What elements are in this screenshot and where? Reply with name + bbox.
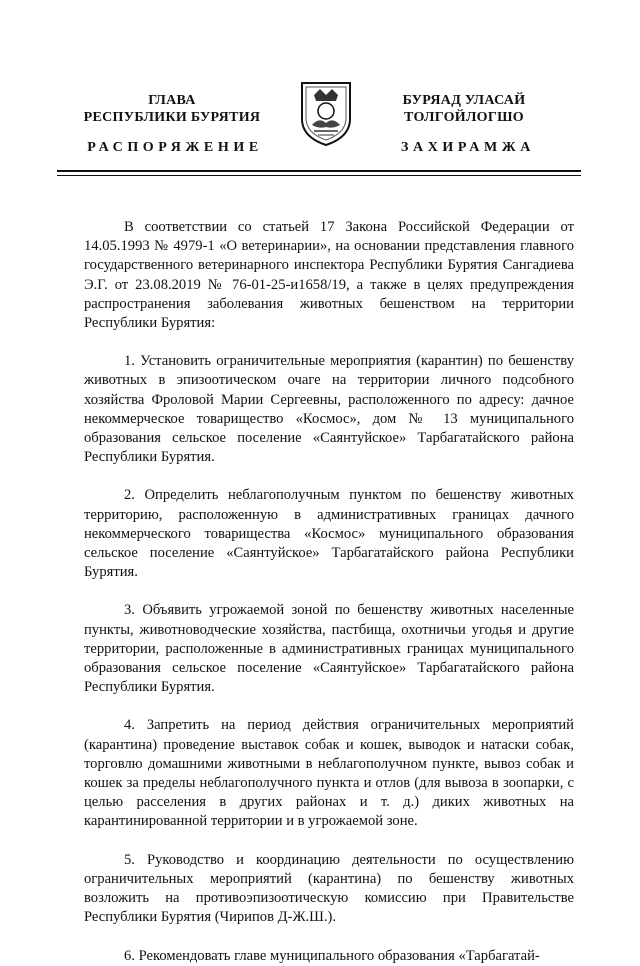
issuer-title-russian	[57, 92, 287, 126]
coat-of-arms-buryatia-icon	[296, 79, 356, 147]
issuer-title-buryat-line-1: БУРЯАД УЛАСАЙ	[402, 93, 526, 108]
item-paragraph: 3. Объявить угрожаемой зоной по бешенству животных населенные пункты, животноводческие хозяйства, пастбища, охотничьи угодья и другие территории, расположенные в административных границах муниципального образования сельское поселение «Саянтуйское» Тарбагатайского района Республики Бурятия.	[84, 602, 574, 696]
item-paragraph: 2. Определить неблагополучным пунктом по бешенству животных территорию, расположенную в административных границах дачного некоммерческого товарищества «Космос» муниципального образования сельское поселение «Саянтуйское» Тарбагатайского района Республики Бурятия.	[84, 487, 574, 581]
document-type-buryat: ЗАХИРАМЖА	[401, 140, 535, 155]
item-paragraph: 6. Рекомендовать главе муниципального образования «Тарбагатай-	[124, 947, 540, 964]
header-divider-thin	[57, 175, 581, 176]
document-type-russian: РАСПОРЯЖЕНИЕ	[87, 140, 263, 155]
issuer-title-buryat-line-2: ТОЛГОЙЛОГШО	[404, 110, 524, 125]
item-paragraph: 1. Установить ограничительные мероприятия (карантин) по бешенству животных в эпизоотическом очаге на территории личного подсобного хозяйства Фроловой Марии Сергеевны, расположенного по адресу: дачное некоммерческое товарищество «Космос», дом № 13 муниципального образования сельское поселение «Саянтуйское» Тарбагатайского района Республики Бурятия.	[84, 353, 574, 466]
item-paragraph: 4. Запретить на период действия ограничительных мероприятий (карантина) проведение выставок собак и кошек, выводок и натаски собак, торговлю домашними животными в неблагополучном пункте, вывоз собак и кошек за пределы неблагополучного пункта и отлов (для вывоза в зоопарки, с целью расселения в других районах и т. д.) диких животных на карантинированной территории и в угрожаемой зоне.	[84, 717, 574, 830]
issuer-title-line-2: РЕСПУБЛИКИ БУРЯТИЯ	[83, 110, 261, 125]
issuer-title-line-1: ГЛАВА	[148, 93, 196, 108]
document-body	[84, 218, 574, 966]
issuer-title-buryat	[349, 92, 579, 126]
header-divider-thick	[57, 170, 581, 172]
item-paragraph: 5. Руководство и координацию деятельности по осуществлению ограничительных мероприятий (карантина) по бешенству животных возложить на противоэпизоотическую комиссию при Правительстве Республики Бурятия (Чирипов Д-Ж.Ш.).	[84, 851, 574, 926]
preamble-paragraph: В соответствии со статьей 17 Закона Российской Федерации от 14.05.1993 № 4979-1 «О ветеринарии», на основании представления главного государственного ветеринарного инспектора Республики Бурятия Сангадиева Э.Г. от 23.08.2019 № 76-01-25-и1658/19, а также в целях предупреждения распространения заболевания животных бешенством на территории Республики Бурятия:	[84, 219, 574, 332]
